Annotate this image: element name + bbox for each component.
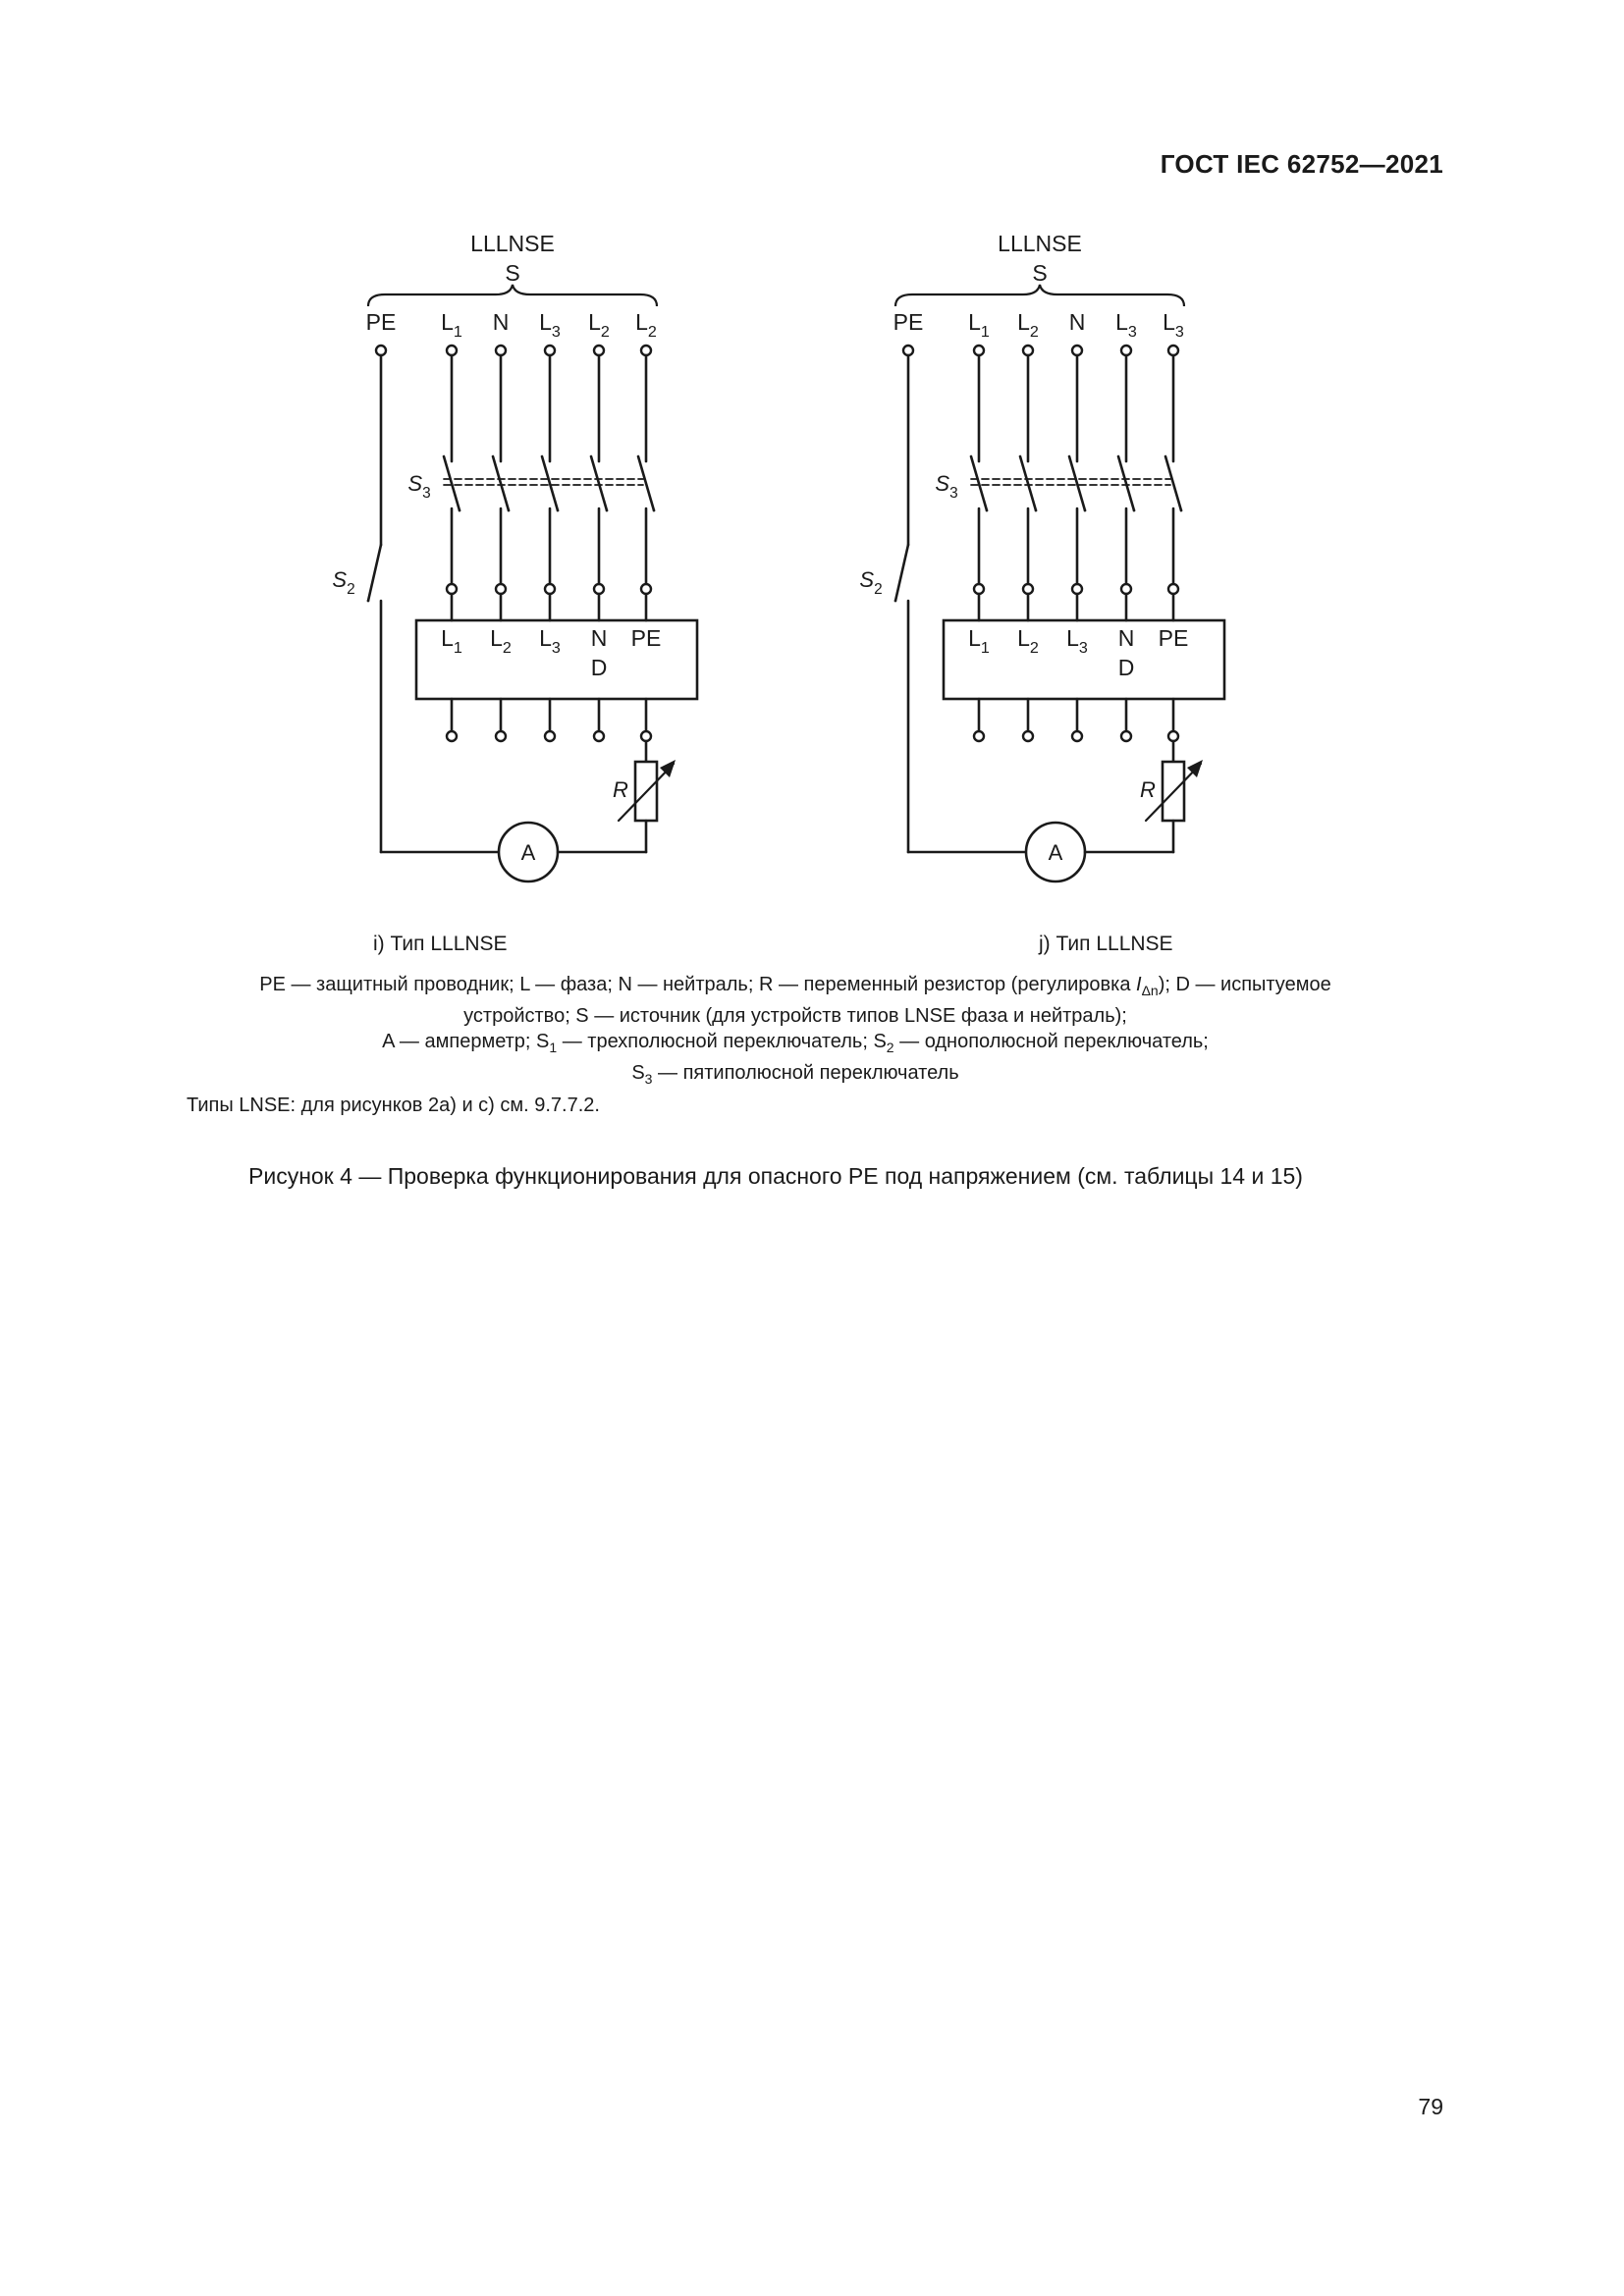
device-output-terminal bbox=[447, 731, 457, 741]
device-terminal-label-sub: 1 bbox=[980, 639, 990, 657]
legend-line-1: PE — защитный проводник; L — фаза; N — нейтраль; R — переменный резистор (регулировка $I_{\Delta n}$); D — испытуемое bbox=[259, 974, 1331, 998]
switch-s3-blade bbox=[542, 456, 558, 510]
device-terminal-label-main: L bbox=[968, 625, 981, 651]
supply-terminal-label-main: PE bbox=[893, 309, 924, 335]
device-output-terminal bbox=[496, 731, 506, 741]
supply-terminal bbox=[376, 346, 386, 355]
device-terminal-label-sub: 3 bbox=[551, 639, 561, 657]
ammeter-label bbox=[521, 840, 536, 865]
ammeter-label-main: A bbox=[520, 840, 536, 865]
supply-terminal bbox=[1168, 346, 1178, 355]
source-brace bbox=[368, 285, 657, 306]
supply-terminal-label-main: L bbox=[635, 309, 648, 335]
device-terminal-label-main: L bbox=[441, 625, 454, 651]
device-terminal-label-main: L bbox=[1017, 625, 1030, 651]
device-terminal-label-main: L bbox=[1066, 625, 1079, 651]
supply-terminal-label-sub: 1 bbox=[980, 323, 990, 341]
switch-s3-blade bbox=[1020, 456, 1036, 510]
circuit-diagrams bbox=[0, 0, 1624, 982]
device-terminal-label bbox=[539, 625, 561, 657]
legend-line-3: A — амперметр; $S_1$ — трехполюсной переключатель; $S_2$ — однополюсной переключатель; bbox=[382, 1031, 1209, 1055]
supply-terminal-label-main: N bbox=[1068, 309, 1086, 335]
device-output-terminal bbox=[1121, 731, 1131, 741]
device-terminal-label-main: PE bbox=[1158, 625, 1189, 651]
switch-s3-blade bbox=[1118, 456, 1134, 510]
source-type-label bbox=[998, 231, 1082, 256]
device-terminal-label bbox=[1118, 625, 1135, 651]
supply-terminal bbox=[1023, 346, 1033, 355]
supply-terminal bbox=[974, 346, 984, 355]
diagram-j bbox=[859, 231, 1224, 881]
supply-terminal bbox=[496, 346, 506, 355]
supply-terminal-label-main: PE bbox=[365, 309, 397, 335]
switch-s3-label bbox=[407, 471, 430, 502]
device-terminal-label bbox=[591, 625, 608, 651]
device-label bbox=[591, 655, 608, 680]
switch-s2-label bbox=[332, 567, 354, 598]
supply-terminal-label-sub: 3 bbox=[1174, 323, 1184, 341]
supply-terminal-label bbox=[1115, 309, 1137, 341]
switch-s2-label-sub: 2 bbox=[874, 581, 883, 598]
switch-s3-label-main: S bbox=[407, 471, 423, 496]
switch-s3-blade bbox=[638, 456, 654, 510]
switch-s3-label-sub: 3 bbox=[949, 485, 958, 502]
legend bbox=[157, 972, 1434, 1092]
supply-terminal-label-main: L bbox=[1017, 309, 1030, 335]
device-input-terminal bbox=[594, 584, 604, 594]
device-output-terminal bbox=[1072, 731, 1082, 741]
caption-i: i) Тип LLLNSE bbox=[373, 933, 508, 955]
device-input-terminal bbox=[545, 584, 555, 594]
page-number: 79 bbox=[1418, 2094, 1443, 2119]
device-terminal-label bbox=[968, 625, 990, 657]
switch-s3-blade bbox=[971, 456, 987, 510]
caption-j: j) Тип LLLNSE bbox=[1039, 933, 1173, 955]
switch-s3-blade bbox=[591, 456, 607, 510]
switch-s2-label bbox=[859, 567, 882, 598]
switch-s3-blade bbox=[493, 456, 509, 510]
device-input-terminal bbox=[1023, 584, 1033, 594]
device-terminal-label-main: N bbox=[1117, 625, 1135, 651]
resistor-label bbox=[1140, 777, 1156, 802]
supply-terminal-label bbox=[635, 309, 657, 341]
device-input-terminal bbox=[447, 584, 457, 594]
supply-terminal-label bbox=[1017, 309, 1039, 341]
device-label-main: D bbox=[1117, 655, 1135, 680]
device-output-terminal bbox=[641, 731, 651, 741]
supply-terminal-label-main: L bbox=[968, 309, 981, 335]
supply-terminal-label bbox=[1069, 309, 1086, 335]
device-output-terminal bbox=[1023, 731, 1033, 741]
supply-terminal bbox=[594, 346, 604, 355]
supply-terminal-label-main: L bbox=[441, 309, 454, 335]
supply-terminal-label bbox=[539, 309, 561, 341]
diagram-i bbox=[332, 231, 697, 881]
types-note: Типы LNSE: для рисунков 2а) и с) см. 9.7.7.2. bbox=[187, 1095, 600, 1116]
switch-s3-label bbox=[935, 471, 957, 502]
resistor-label bbox=[613, 777, 628, 802]
device-terminal-label bbox=[1066, 625, 1088, 657]
device-terminal-label-sub: 2 bbox=[502, 639, 512, 657]
supply-terminal bbox=[903, 346, 913, 355]
device-terminal-label-sub: 2 bbox=[1029, 639, 1039, 657]
device-input-terminal bbox=[496, 584, 506, 594]
supply-terminal bbox=[545, 346, 555, 355]
device-output-terminal bbox=[1168, 731, 1178, 741]
source-type-label-main: LLLNSE bbox=[998, 231, 1082, 256]
resistor-label-main: R bbox=[1140, 777, 1156, 802]
device-input-terminal bbox=[974, 584, 984, 594]
figure-title: Рисунок 4 — Проверка функционирования для опасного PE под напряжением (см. таблицы 14 и 15) bbox=[248, 1163, 1303, 1189]
supply-terminal-label-main: N bbox=[492, 309, 510, 335]
device-label-main: D bbox=[590, 655, 608, 680]
supply-terminal-label-main: L bbox=[1115, 309, 1128, 335]
supply-terminal-label bbox=[441, 309, 462, 341]
device-input-terminal bbox=[1168, 584, 1178, 594]
device-terminal-label-main: N bbox=[590, 625, 608, 651]
device-terminal-label-sub: 1 bbox=[453, 639, 462, 657]
device-terminal-label-main: L bbox=[490, 625, 503, 651]
switch-s3-label-sub: 3 bbox=[422, 485, 431, 502]
supply-terminal bbox=[1121, 346, 1131, 355]
switch-s2-blade bbox=[895, 545, 908, 601]
supply-terminal-label-sub: 2 bbox=[1029, 323, 1039, 341]
switch-s3-blade bbox=[1165, 456, 1181, 510]
document-header: ГОСТ IEC 62752—2021 bbox=[1160, 149, 1443, 179]
supply-terminal-label-main: L bbox=[1163, 309, 1175, 335]
device-input-terminal bbox=[641, 584, 651, 594]
device-terminal-label bbox=[441, 625, 462, 657]
resistor-label-main: R bbox=[613, 777, 628, 802]
source-brace bbox=[895, 285, 1184, 306]
supply-terminal-label bbox=[493, 309, 510, 335]
supply-terminal-label bbox=[366, 309, 397, 335]
device-label bbox=[1118, 655, 1135, 680]
ammeter-label bbox=[1049, 840, 1063, 865]
device-input-terminal bbox=[1121, 584, 1131, 594]
switch-s2-blade bbox=[368, 545, 381, 601]
switch-s2-label-main: S bbox=[332, 567, 348, 592]
supply-terminal-label-main: L bbox=[539, 309, 552, 335]
supply-terminal bbox=[641, 346, 651, 355]
supply-terminal bbox=[1072, 346, 1082, 355]
supply-terminal-label bbox=[968, 309, 990, 341]
switch-s3-blade bbox=[444, 456, 460, 510]
supply-terminal-label-main: L bbox=[588, 309, 601, 335]
device-output-terminal bbox=[594, 731, 604, 741]
supply-terminal-label-sub: 2 bbox=[600, 323, 610, 341]
source-label-main: S bbox=[505, 260, 520, 286]
device-terminal-label bbox=[1017, 625, 1039, 657]
device-terminal-label-sub: 3 bbox=[1078, 639, 1088, 657]
device-terminal-label bbox=[631, 625, 662, 651]
switch-s2-label-sub: 2 bbox=[347, 581, 355, 598]
supply-terminal-label-sub: 2 bbox=[647, 323, 657, 341]
source-type-label-main: LLLNSE bbox=[470, 231, 555, 256]
switch-s2-label-main: S bbox=[859, 567, 875, 592]
supply-terminal-label bbox=[1163, 309, 1184, 341]
supply-terminal-label bbox=[588, 309, 610, 341]
legend-line-2: устройство; S — источник (для устройств типов LNSE фаза и нейтраль); bbox=[463, 1005, 1127, 1027]
supply-terminal-label-sub: 3 bbox=[1127, 323, 1137, 341]
supply-terminal bbox=[447, 346, 457, 355]
ammeter-label-main: A bbox=[1048, 840, 1063, 865]
device-terminal-label-main: L bbox=[539, 625, 552, 651]
device-terminal-label bbox=[1159, 625, 1189, 651]
device-output-terminal bbox=[545, 731, 555, 741]
source-label bbox=[1032, 260, 1047, 286]
device-terminal-label bbox=[490, 625, 512, 657]
source-label bbox=[505, 260, 519, 286]
source-type-label bbox=[470, 231, 555, 256]
supply-terminal-label-sub: 1 bbox=[453, 323, 462, 341]
device-terminal-label-main: PE bbox=[630, 625, 662, 651]
device-input-terminal bbox=[1072, 584, 1082, 594]
legend-line-4: $S_3$ — пятиполюсной переключатель bbox=[631, 1062, 959, 1087]
supply-terminal-label-sub: 3 bbox=[551, 323, 561, 341]
source-label-main: S bbox=[1032, 260, 1048, 286]
supply-terminal-label bbox=[893, 309, 924, 335]
switch-s3-blade bbox=[1069, 456, 1085, 510]
device-output-terminal bbox=[974, 731, 984, 741]
switch-s3-label-main: S bbox=[935, 471, 950, 496]
